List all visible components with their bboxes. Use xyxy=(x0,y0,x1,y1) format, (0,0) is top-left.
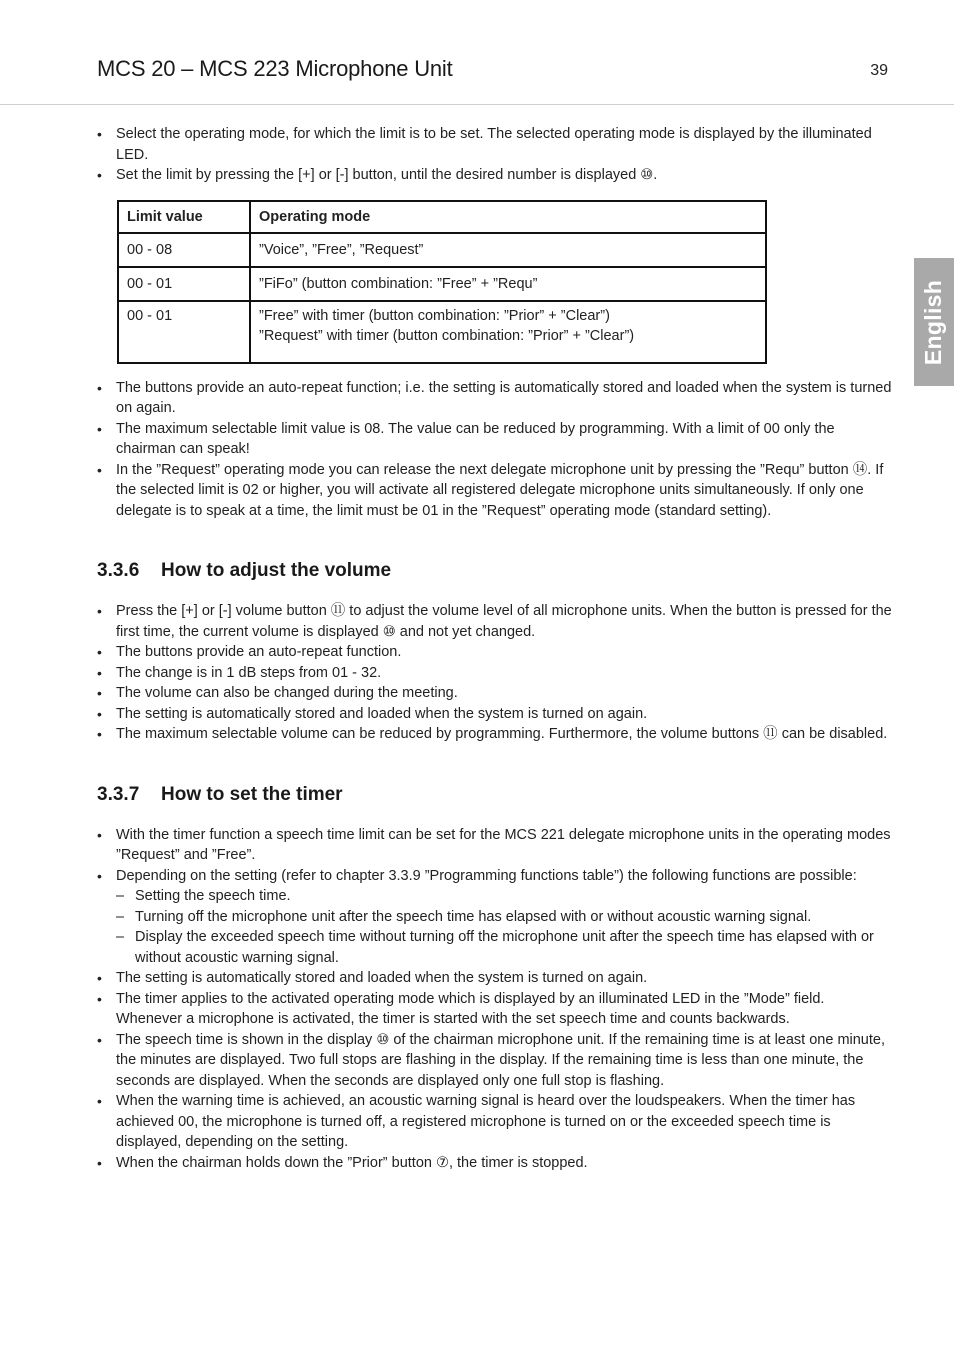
section-title: How to set the timer xyxy=(161,783,343,805)
sub-list-item: – Setting the speech time. xyxy=(116,886,892,907)
list-item: • The setting is automatically stored and loaded when the system is turned on again. xyxy=(97,968,892,989)
table-row xyxy=(118,301,766,363)
list-item: • With the timer function a speech time limit can be set for the MCS 221 delegate microphone units in the operating modes ”Request” and ”Free”. xyxy=(97,825,892,866)
sub-list-item: – Display the exceeded speech time without turning off the microphone unit after the speech time has elapsed with or without acoustic warning signal. xyxy=(116,927,892,968)
timer-list xyxy=(97,825,892,1174)
header-divider xyxy=(0,104,954,105)
section-number: 3.3.6 xyxy=(97,560,140,581)
column-header-mode: Operating mode xyxy=(250,201,766,233)
list-item: • The change is in 1 dB steps from 01 - 32. xyxy=(97,663,892,684)
language-tab xyxy=(914,258,954,386)
page-number: 39 xyxy=(870,62,888,79)
list-item-text: Depending on the setting (refer to chapter 3.3.9 ”Programming functions table”) the following functions are possible: xyxy=(116,867,857,884)
limits-notes-list xyxy=(97,378,892,522)
language-tab-label: English xyxy=(920,279,947,365)
list-item: • Select the operating mode, for which the limit is to be set. The selected operating mode is displayed by the illuminated LED. xyxy=(97,124,892,165)
table-row xyxy=(118,233,766,267)
cell-limit: 00 - 08 xyxy=(118,233,250,267)
list-item: • The setting is automatically stored and loaded when the system is turned on again. xyxy=(97,704,892,725)
cell-mode-line: ”Free” with timer (button combination: ”Prior” + ”Clear”) xyxy=(259,307,610,324)
cell-mode: ”FiFo” (button combination: ”Free” + ”Requ” xyxy=(250,267,766,301)
section-heading-timer xyxy=(97,784,892,806)
list-item: • When the chairman holds down the ”Prior” button ⑦, the timer is stopped. xyxy=(97,1153,892,1174)
list-item xyxy=(97,866,892,969)
list-item: • The volume can also be changed during the meeting. xyxy=(97,683,892,704)
timer-functions-sublist xyxy=(116,886,892,968)
list-item: • In the ”Request” operating mode you can release the next delegate microphone unit by pressing the ”Requ” button ⑭. If the selected limit is 02 or higher, you will activate all registered delegate microphone units simultaneously. If only one delegate is to speak at a time, the limit must be 01 in the ”Request” operating mode (standard setting). xyxy=(97,460,892,522)
page-content xyxy=(97,124,892,1173)
page-title: MCS 20 – MCS 223 Microphone Unit xyxy=(97,56,453,81)
cell-mode xyxy=(250,301,766,363)
intro-list xyxy=(97,124,892,186)
list-item: • Set the limit by pressing the [+] or [-] button, until the desired number is displayed ⑩. xyxy=(97,165,892,186)
table-header-row xyxy=(118,201,766,233)
table-row xyxy=(118,267,766,301)
list-item: • Press the [+] or [-] volume button ⑪ to adjust the volume level of all microphone units. When the button is pressed for the first time, the current volume is displayed ⑩ and not yet changed. xyxy=(97,601,892,642)
column-header-limit: Limit value xyxy=(118,201,250,233)
limits-table xyxy=(117,200,767,364)
list-item: • The maximum selectable limit value is 08. The value can be reduced by programming. With a limit of 00 only the chairman can speak! xyxy=(97,419,892,460)
section-title: How to adjust the volume xyxy=(161,560,392,581)
cell-limit: 00 - 01 xyxy=(118,301,250,363)
section-number: 3.3.7 xyxy=(97,783,140,805)
section-heading-volume xyxy=(97,560,892,582)
cell-mode: ”Voice”, ”Free”, ”Request” xyxy=(250,233,766,267)
sub-list-item: – Turning off the microphone unit after the speech time has elapsed with or without acoustic warning signal. xyxy=(116,907,892,928)
list-item: • The buttons provide an auto-repeat function. xyxy=(97,642,892,663)
list-item: • The maximum selectable volume can be reduced by programming. Furthermore, the volume buttons ⑪ can be disabled. xyxy=(97,724,892,745)
list-item: • The timer applies to the activated operating mode which is displayed by an illuminated LED in the ”Mode” field. Whenever a microphone is activated, the timer is started with the set speech time and counts backwards. xyxy=(97,989,892,1030)
list-item: • When the warning time is achieved, an acoustic warning signal is heard over the loudspeakers. When the timer has achieved 00, the microphone is turned off, a registered microphone is turned on or the exceeded speech time is displayed, depending on the setting. xyxy=(97,1091,892,1153)
volume-list xyxy=(97,601,892,745)
list-item: • The speech time is shown in the display ⑩ of the chairman microphone unit. If the remaining time is at least one minute, the minutes are displayed. Two full stops are flashing in the display. If the remaining time is less than one minute, the seconds are displayed. When the seconds are displayed only one full stop is flashing. xyxy=(97,1030,892,1092)
cell-mode-line: ”Request” with timer (button combination: ”Prior” + ”Clear”) xyxy=(259,327,635,344)
list-item: • The buttons provide an auto-repeat function; i.e. the setting is automatically stored and loaded when the system is turned on again. xyxy=(97,378,892,419)
cell-limit: 00 - 01 xyxy=(118,267,250,301)
